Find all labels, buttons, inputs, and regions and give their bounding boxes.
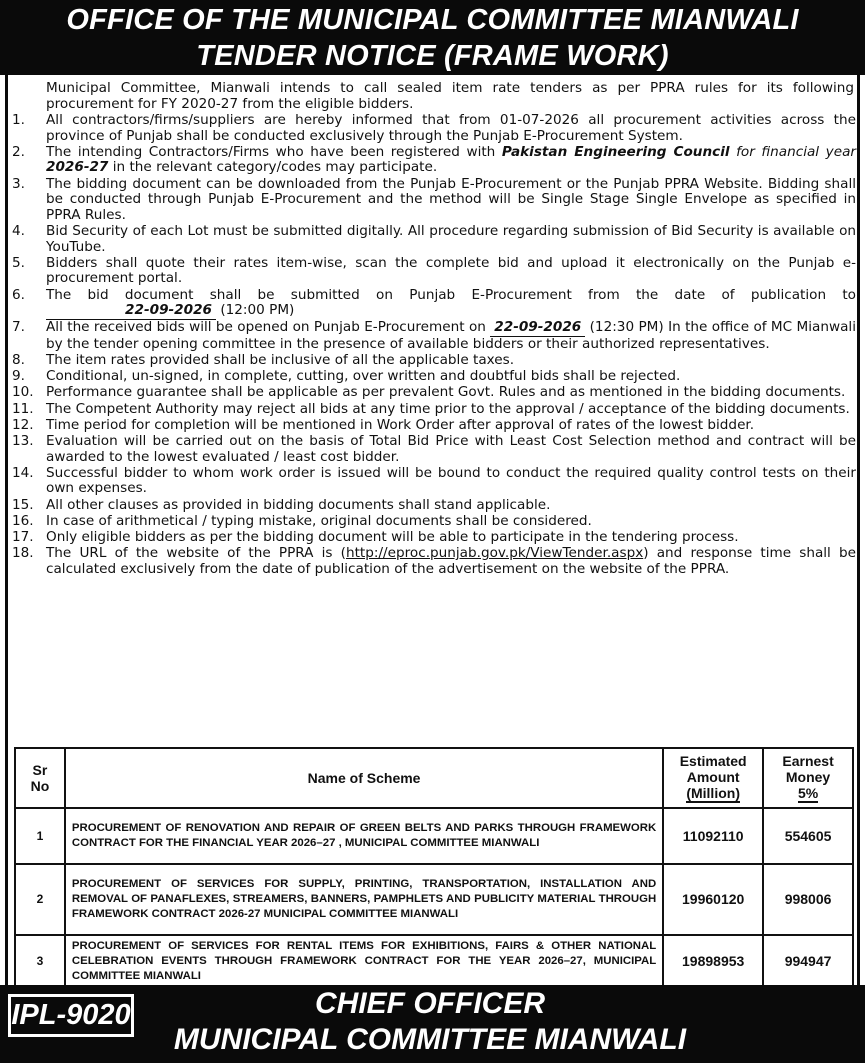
- clause-text: The Competent Authority may reject all bids at any time prior to the approval / acceptance of the bidding documents.: [46, 400, 850, 417]
- clause-15: [12, 498, 856, 514]
- clause-text: [46, 546, 856, 577]
- earnest-money-header: Earnest Money 5%: [763, 748, 853, 808]
- clause-18: [12, 546, 856, 577]
- clause-text-part: in the relevant category/codes may participate.: [108, 159, 438, 176]
- notice-header: [0, 0, 865, 75]
- schemes-table: [14, 747, 854, 989]
- clause-number: 15.: [12, 496, 34, 513]
- ipl-number-badge: IPL-9020: [8, 994, 134, 1037]
- clause-4: [12, 224, 856, 255]
- notice-footer: [0, 985, 865, 1063]
- clause-number: 12.: [12, 416, 34, 433]
- clause-text-part: ) and response time shall be calculated exclusively from the date of publication of the advertisement on the website of the PPRA.: [46, 545, 856, 577]
- clause-2: [12, 145, 856, 176]
- clause-text-part: The bid document shall be submitted on Punjab E-Procurement from the date of publication to: [46, 286, 856, 303]
- clause-11: [12, 402, 856, 418]
- clause-number: 1.: [12, 112, 25, 128]
- clause-1: [12, 113, 856, 144]
- table-row: [15, 935, 853, 988]
- clause-8: [12, 353, 856, 369]
- clause-text: Time period for completion will be mentioned in Work Order after approval of rates of the lowest bidder.: [46, 416, 755, 433]
- sr-cell: 1: [15, 808, 65, 864]
- earnest-money-cell: 994947: [763, 935, 853, 988]
- table-header-row: [15, 748, 853, 808]
- clause-text: [46, 288, 856, 320]
- clause-number: 7.: [12, 319, 25, 336]
- sr-no-header: Sr No: [15, 748, 65, 808]
- clause-number: 13.: [12, 433, 34, 449]
- clause-text: Bidders shall quote their rates item-wise, scan the complete bid and upload it electronically on the Punjab e-procurement portal.: [46, 254, 856, 287]
- clause-text-part: The intending Contractors/Firms who have been registered with: [46, 143, 502, 160]
- scheme-name-cell: PROCUREMENT OF SERVICES FOR RENTAL ITEMS FOR EXHIBITIONS, FAIRS & OTHER NATIONAL CELEBRATION EVENTS THROUGH FRAMEWORK CONTRACT FOR THE YEAR 2026–27, MUNICIPAL COMMITTEE MIANWALI: [65, 935, 663, 988]
- clause-number: 8.: [12, 352, 25, 369]
- clause-3: [12, 177, 856, 224]
- clause-9: [12, 369, 856, 385]
- clause-number: 4.: [12, 222, 25, 239]
- clause-number: 18.: [12, 545, 34, 562]
- financial-year: 2026-27: [46, 159, 109, 176]
- clause-number: 11.: [12, 400, 34, 417]
- office-title: OFFICE OF THE MUNICIPAL COMMITTEE MIANWALI: [66, 4, 799, 36]
- clause-text-part: (12:30 PM) In the office of MC Mianwali by the tender opening committee in the presence of available bidders or their authorized representatives.: [46, 319, 856, 352]
- table-row: [15, 808, 853, 864]
- clause-text: Performance guarantee shall be applicable as per prevalent Govt. Rules and as mentioned in the bidding documents.: [46, 384, 846, 401]
- estimated-amount-cell: 19960120: [663, 864, 763, 935]
- clause-list: [12, 113, 856, 578]
- committee-name: MUNICIPAL COMMITTEE MIANWALI: [173, 1023, 687, 1056]
- clause-17: [12, 530, 856, 546]
- clause-text: The bidding document can be downloaded from the Punjab E-Procurement or the Punjab PPRA Website. Bidding shall be conducted through Punjab E-Procurement and the method will be Single Stage Single Envelope as specified in PPRA Rules.: [46, 175, 856, 223]
- clause-number: 9.: [12, 368, 25, 385]
- sr-cell: 3: [15, 935, 65, 988]
- table-row: [15, 864, 853, 935]
- clause-16: [12, 514, 856, 530]
- clause-text-part: All the received bids will be opened on Punjab E-Procurement on: [46, 319, 491, 336]
- clause-number: 6.: [12, 286, 25, 303]
- clause-number: 17.: [12, 528, 34, 545]
- clause-text-part: for financial year: [729, 143, 856, 160]
- clause-text: In case of arithmetical / typing mistake, original documents shall be considered.: [46, 512, 592, 529]
- clause-number: 10.: [12, 384, 34, 401]
- intro-paragraph: Municipal Committee, Mianwali intends to call sealed item rate tenders as per PPRA rules for its following procurement for FY 2020-27 from the eligible bidders.: [46, 80, 854, 113]
- clause-text: All contractors/firms/suppliers are hereby informed that from 01-07-2026 all procurement activities across the province of Punjab shall be conducted exclusively through the Punjab E-Procurement System.: [46, 112, 856, 144]
- clause-text: [46, 145, 856, 176]
- clause-number: 16.: [12, 512, 34, 529]
- clause-text: Evaluation will be carried out on the basis of Total Bid Price with Least Cost Selection method and contract will be awarded to the lowest evaluated / least cost bidder.: [46, 433, 856, 465]
- clause-text-part: The URL of the website of the PPRA is (: [46, 545, 346, 562]
- scheme-name-cell: PROCUREMENT OF RENOVATION AND REPAIR OF GREEN BELTS AND PARKS THROUGH FRAMEWORK CONTRACT FOR THE FINANCIAL YEAR 2026–27 , MUNICIPAL COMMITTEE MIANWALI: [65, 808, 663, 864]
- ppra-url-link[interactable]: http://eproc.punjab.gov.pk/ViewTender.aspx: [345, 545, 644, 562]
- earnest-money-cell: 998006: [763, 864, 853, 935]
- clause-7: [12, 320, 856, 352]
- clause-number: 3.: [12, 175, 25, 192]
- clause-text: [46, 320, 856, 352]
- scheme-name-header: Name of Scheme: [65, 748, 663, 808]
- clause-text: Successful bidder to whom work order is issued will be bound to conduct the required quality control tests on their own expenses.: [46, 464, 856, 497]
- clause-text: All other clauses as provided in bidding documents shall stand applicable.: [46, 496, 551, 513]
- chief-officer-title: CHIEF OFFICER: [315, 987, 545, 1020]
- estimated-amount-cell: 11092110: [663, 808, 763, 864]
- sr-cell: 2: [15, 864, 65, 935]
- estimated-amount-header: Estimated Amount (Million): [663, 748, 763, 808]
- clause-6: [12, 288, 856, 320]
- clause-12: [12, 418, 856, 434]
- earnest-money-cell: 554605: [763, 808, 853, 864]
- opening-date: 22-09-2026: [490, 320, 585, 337]
- clause-13: [12, 434, 856, 465]
- council-name: Pakistan Engineering Council: [501, 143, 730, 160]
- clause-5: [12, 256, 856, 287]
- clause-text: Bid Security of each Lot must be submitted digitally. All procedure regarding submission of Bid Security is available on YouTube.: [46, 222, 856, 255]
- clause-text: Conditional, un-signed, in complete, cutting, over written and doubtful bids shall be rejected.: [46, 368, 681, 385]
- clause-number: 5.: [12, 254, 25, 271]
- clause-text: The item rates provided shall be inclusive of all the applicable taxes.: [46, 352, 515, 369]
- clause-text: Only eligible bidders as per the bidding document will be able to participate in the tendering process.: [46, 528, 739, 545]
- clause-10: [12, 385, 856, 401]
- notice-body: [5, 75, 860, 985]
- clause-number: 14.: [12, 464, 34, 481]
- submission-date: 22-09-2026: [46, 303, 216, 320]
- clause-number: 2.: [12, 143, 25, 160]
- clause-14: [12, 466, 856, 497]
- estimated-amount-cell: 19898953: [663, 935, 763, 988]
- tender-title: TENDER NOTICE (FRAME WORK): [196, 40, 669, 72]
- submission-time: (12:00 PM): [220, 302, 295, 319]
- scheme-name-cell: PROCUREMENT OF SERVICES FOR SUPPLY, PRINTING, TRANSPORTATION, INSTALLATION AND REMOVAL OF PANAFLEXES, STREAMERS, BANNERS, PAMPHLETS AND PUBLICITY MATERIAL THROUGH FRAMEWORK CONTRACT 2026-27 MUNICIPAL COMMITTEE MIANWALI: [65, 864, 663, 935]
